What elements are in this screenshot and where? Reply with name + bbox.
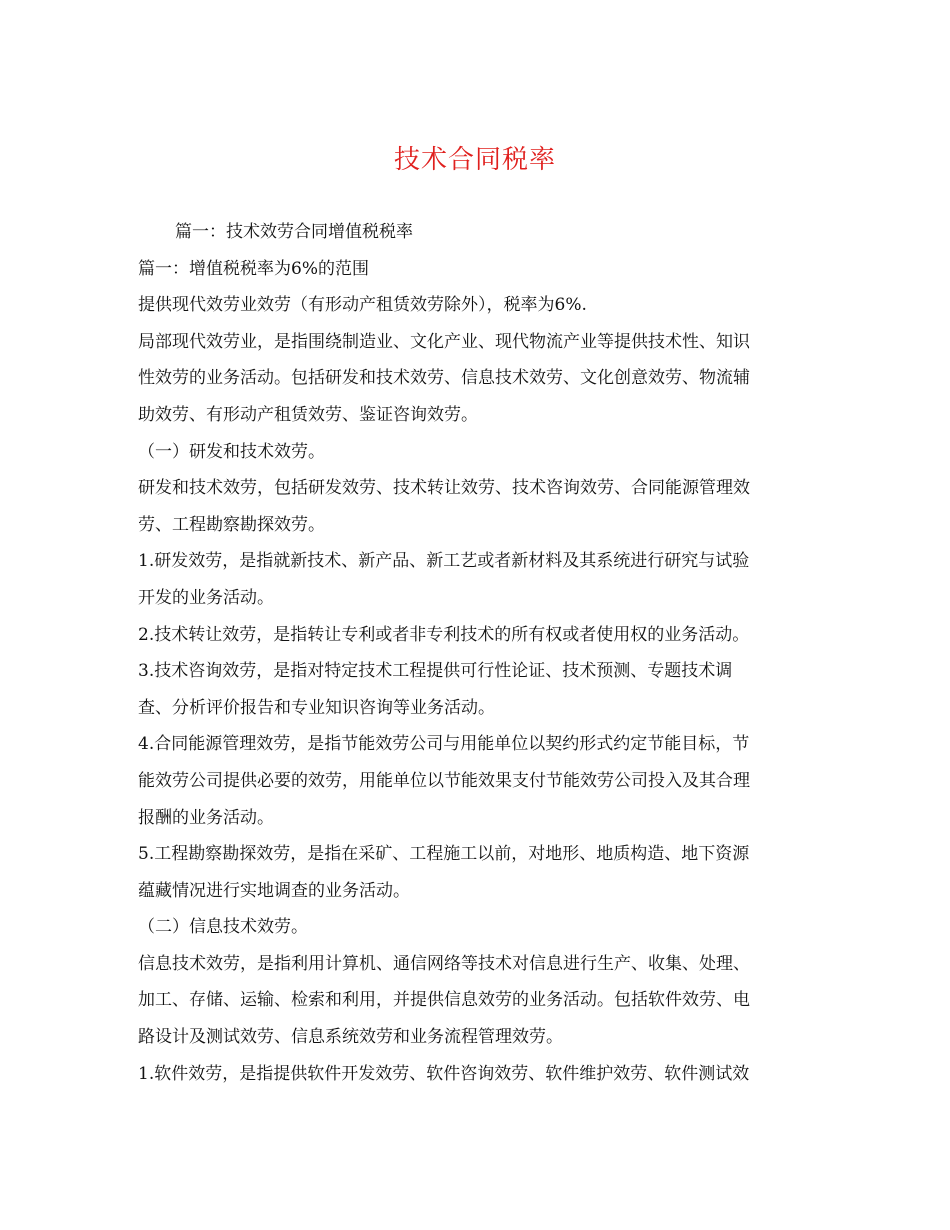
paragraph-line: 劳、工程勘察勘探效劳。 (138, 514, 325, 535)
list-item-line: 5.工程勘察勘探效劳，是指在采矿、工程施工以前，对地形、地质构造、地下资源 (138, 844, 750, 865)
document-title: 技术合同税率 (393, 145, 556, 175)
list-item-line: 1.软件效劳，是指提供软件开发效劳、软件咨询效劳、软件维护效劳、软件测试效 (138, 1063, 750, 1084)
list-item-line: 2.技术转让效劳，是指转让专利或者非专利技术的所有权或者使用权的业务活动。 (138, 624, 750, 645)
subsection-heading: （一）研发和技术效劳。 (138, 441, 325, 462)
list-item-line: 1.研发效劳，是指就新技术、新产品、新工艺或者新材料及其系统进行研究与试验 (138, 551, 750, 572)
paragraph-line: 助效劳、有形动产租赁效劳、鉴证咨询效劳。 (138, 404, 478, 425)
document-body (138, 214, 818, 1092)
list-item-line: 4.合同能源管理效劳，是指节能效劳公司与用能单位以契约形式约定节能目标，节 (138, 734, 750, 755)
list-item-line: 开发的业务活动。 (138, 587, 274, 608)
paragraph-line: 提供现代效劳业效劳（有形动产租赁效劳除外），税率为6%. (138, 295, 587, 316)
section-heading: 篇一：技术效劳合同增值税税率 (175, 222, 413, 242)
subsection-heading: （二）信息技术效劳。 (138, 917, 308, 938)
list-item-line: 蕴藏情况进行实地调查的业务活动。 (138, 880, 410, 901)
paragraph-line: 路设计及测试效劳、信息系统效劳和业务流程管理效劳。 (138, 1027, 563, 1048)
paragraph-line: 信息技术效劳，是指利用计算机、通信网络等技术对信息进行生产、收集、处理、 (138, 953, 750, 974)
paragraph-line: 局部现代效劳业，是指围绕制造业、文化产业、现代物流产业等提供技术性、知识 (138, 331, 750, 352)
list-item-line: 报酬的业务活动。 (138, 807, 274, 828)
paragraph-line: 研发和技术效劳，包括研发效劳、技术转让效劳、技术咨询效劳、合同能源管理效 (138, 478, 750, 499)
list-item-line: 3.技术咨询效劳，是指对特定技术工程提供可行性论证、技术预测、专题技术调 (138, 661, 733, 682)
list-item-line: 能效劳公司提供必要的效劳，用能单位以节能效果支付节能效劳公司投入及其合理 (138, 770, 750, 791)
paragraph-line: 加工、存储、运输、检索和利用，并提供信息效劳的业务活动。包括软件效劳、电 (138, 990, 750, 1011)
paragraph-line: 性效劳的业务活动。包括研发和技术效劳、信息技术效劳、文化创意效劳、物流辅 (138, 368, 750, 389)
list-item-line: 查、分析评价报告和专业知识咨询等业务活动。 (138, 697, 495, 718)
paragraph-line: 篇一：增值税税率为6%的范围 (138, 258, 369, 279)
